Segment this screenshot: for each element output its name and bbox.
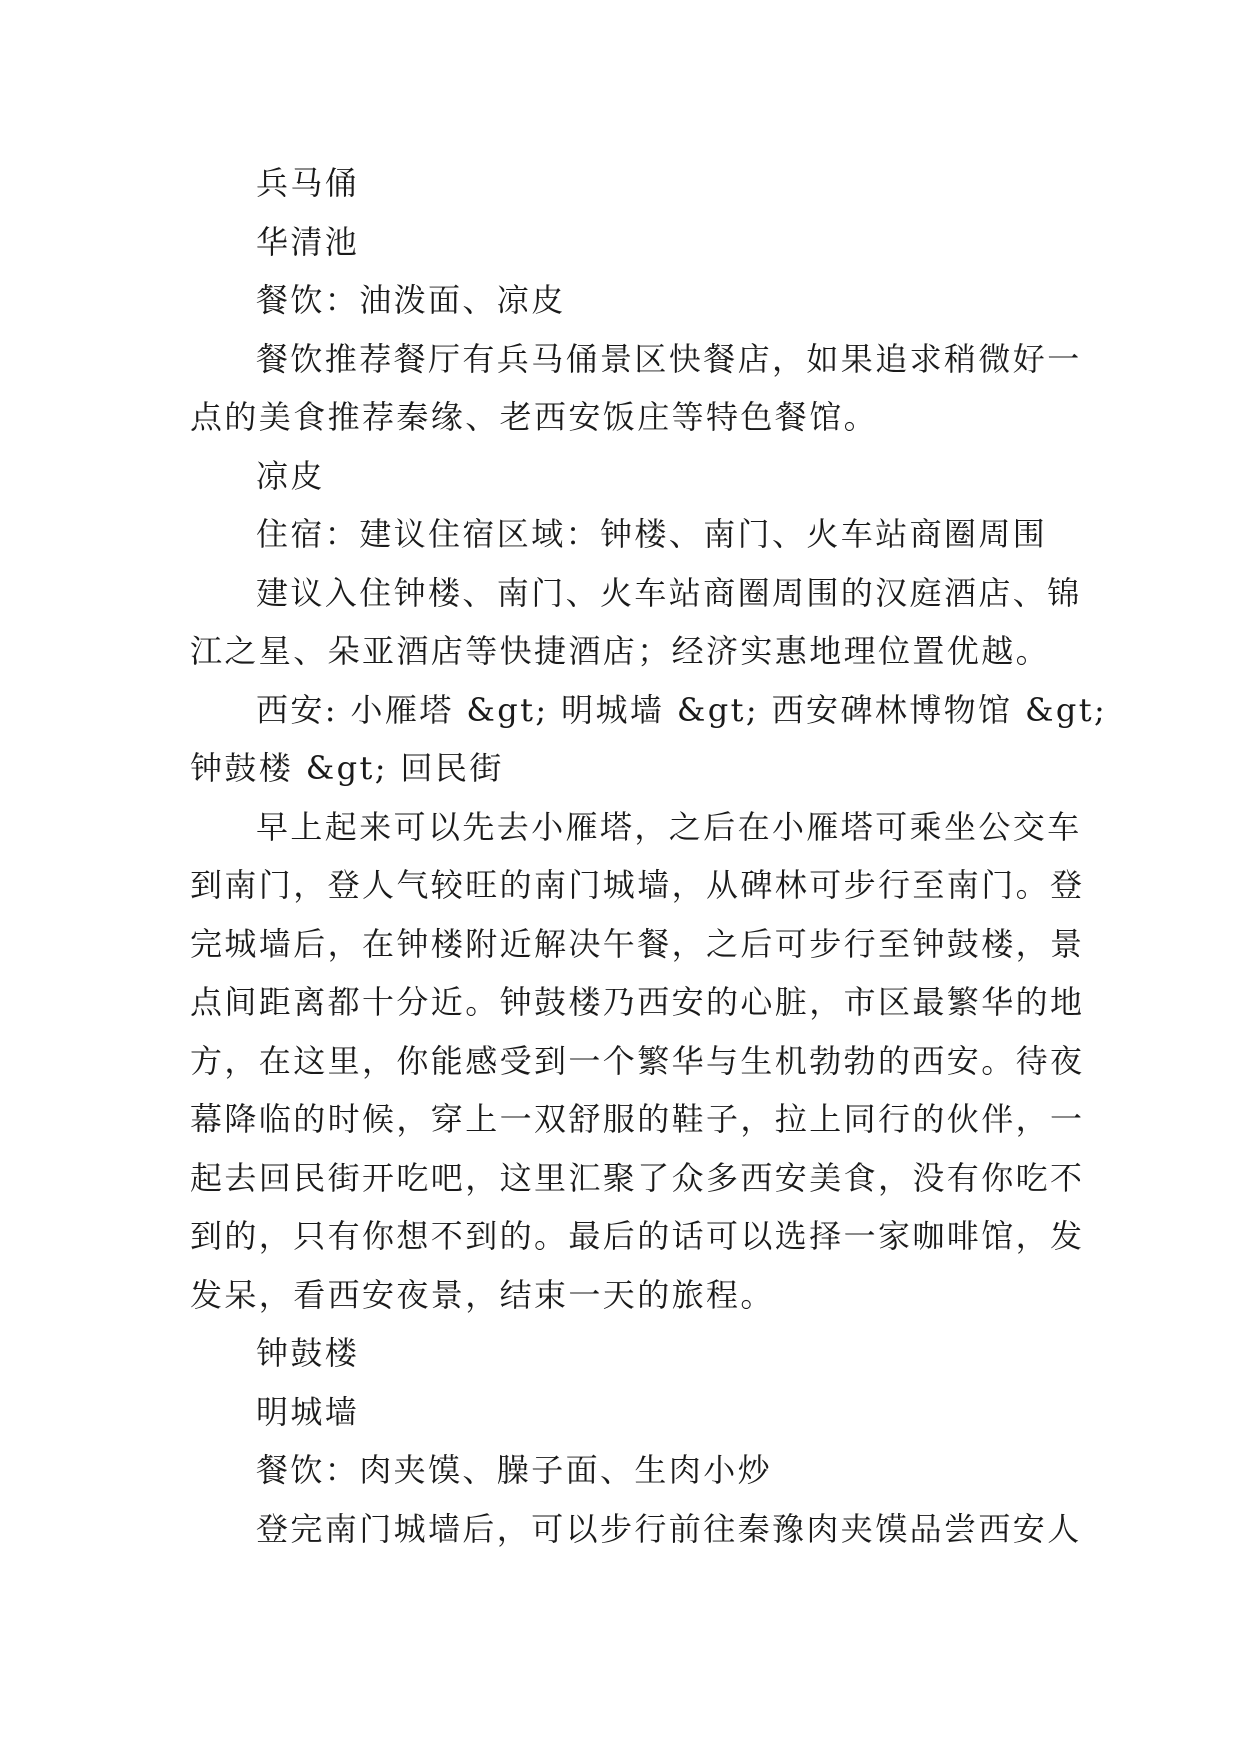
heading-bell-drum-tower: 钟鼓楼 [256, 1334, 360, 1372]
route-line: 西安: 小雁塔 &gt; 明城墙 &gt; 西安碑林博物馆 &gt; [256, 690, 1108, 729]
paragraph-line: 江之星、朵亚酒店等快捷酒店；经济实惠地理位置优越。 [190, 632, 1051, 670]
heading-terracotta-warriors: 兵马俑 [256, 164, 360, 202]
paragraph-line: 早上起来可以先去小雁塔，之后在小雁塔可乘坐公交车 [256, 807, 1082, 846]
paragraph-line: 到南门，登人气较旺的南门城墙，从碑林可步行至南门。登 [190, 866, 1085, 904]
dining-line-1: 餐饮：油泼面、凉皮 [256, 281, 566, 319]
paragraph-line: 点的美食推荐秦缘、老西安饭庄等特色餐馆。 [190, 398, 879, 436]
document-body [190, 154, 1108, 1558]
heading-huaqing-pool: 华清池 [256, 222, 360, 261]
paragraph-line: 完城墙后，在钟楼附近解决午餐，之后可步行至钟鼓楼，景 [190, 924, 1085, 963]
paragraph-line: 点间距离都十分近。钟鼓楼乃西安的心脏，市区最繁华的地 [190, 983, 1085, 1021]
accommodation-line: 住宿：建议住宿区域：钟楼、南门、火车站商圈周围 [256, 515, 1048, 553]
paragraph-line: 幕降临的时候，穿上一双舒服的鞋子，拉上同行的伙伴，一 [190, 1100, 1085, 1138]
dining-line-2: 餐饮：肉夹馍、臊子面、生肉小炒 [256, 1451, 773, 1489]
paragraph-line: 餐饮推荐餐厅有兵马俑景区快餐店，如果追求稍微好一 [256, 339, 1082, 378]
route-line: 钟鼓楼 &gt; 回民街 [190, 749, 504, 787]
paragraph-line: 到的，只有你想不到的。最后的话可以选择一家咖啡馆，发 [190, 1217, 1085, 1255]
heading-ming-city-wall: 明城墙 [256, 1392, 360, 1431]
paragraph-line: 建议入住钟楼、南门、火车站商圈周围的汉庭酒店、锦 [256, 573, 1082, 612]
paragraph-line: 方，在这里，你能感受到一个繁华与生机勃勃的西安。待夜 [190, 1041, 1085, 1080]
paragraph-line: 登完南门城墙后，可以步行前往秦豫肉夹馍品尝西安人 [256, 1509, 1082, 1548]
paragraph-line: 起去回民街开吃吧，这里汇聚了众多西安美食，没有你吃不 [190, 1158, 1085, 1197]
heading-liangpi: 凉皮 [256, 456, 325, 495]
paragraph-line: 发呆，看西安夜景，结束一天的旅程。 [190, 1275, 775, 1314]
